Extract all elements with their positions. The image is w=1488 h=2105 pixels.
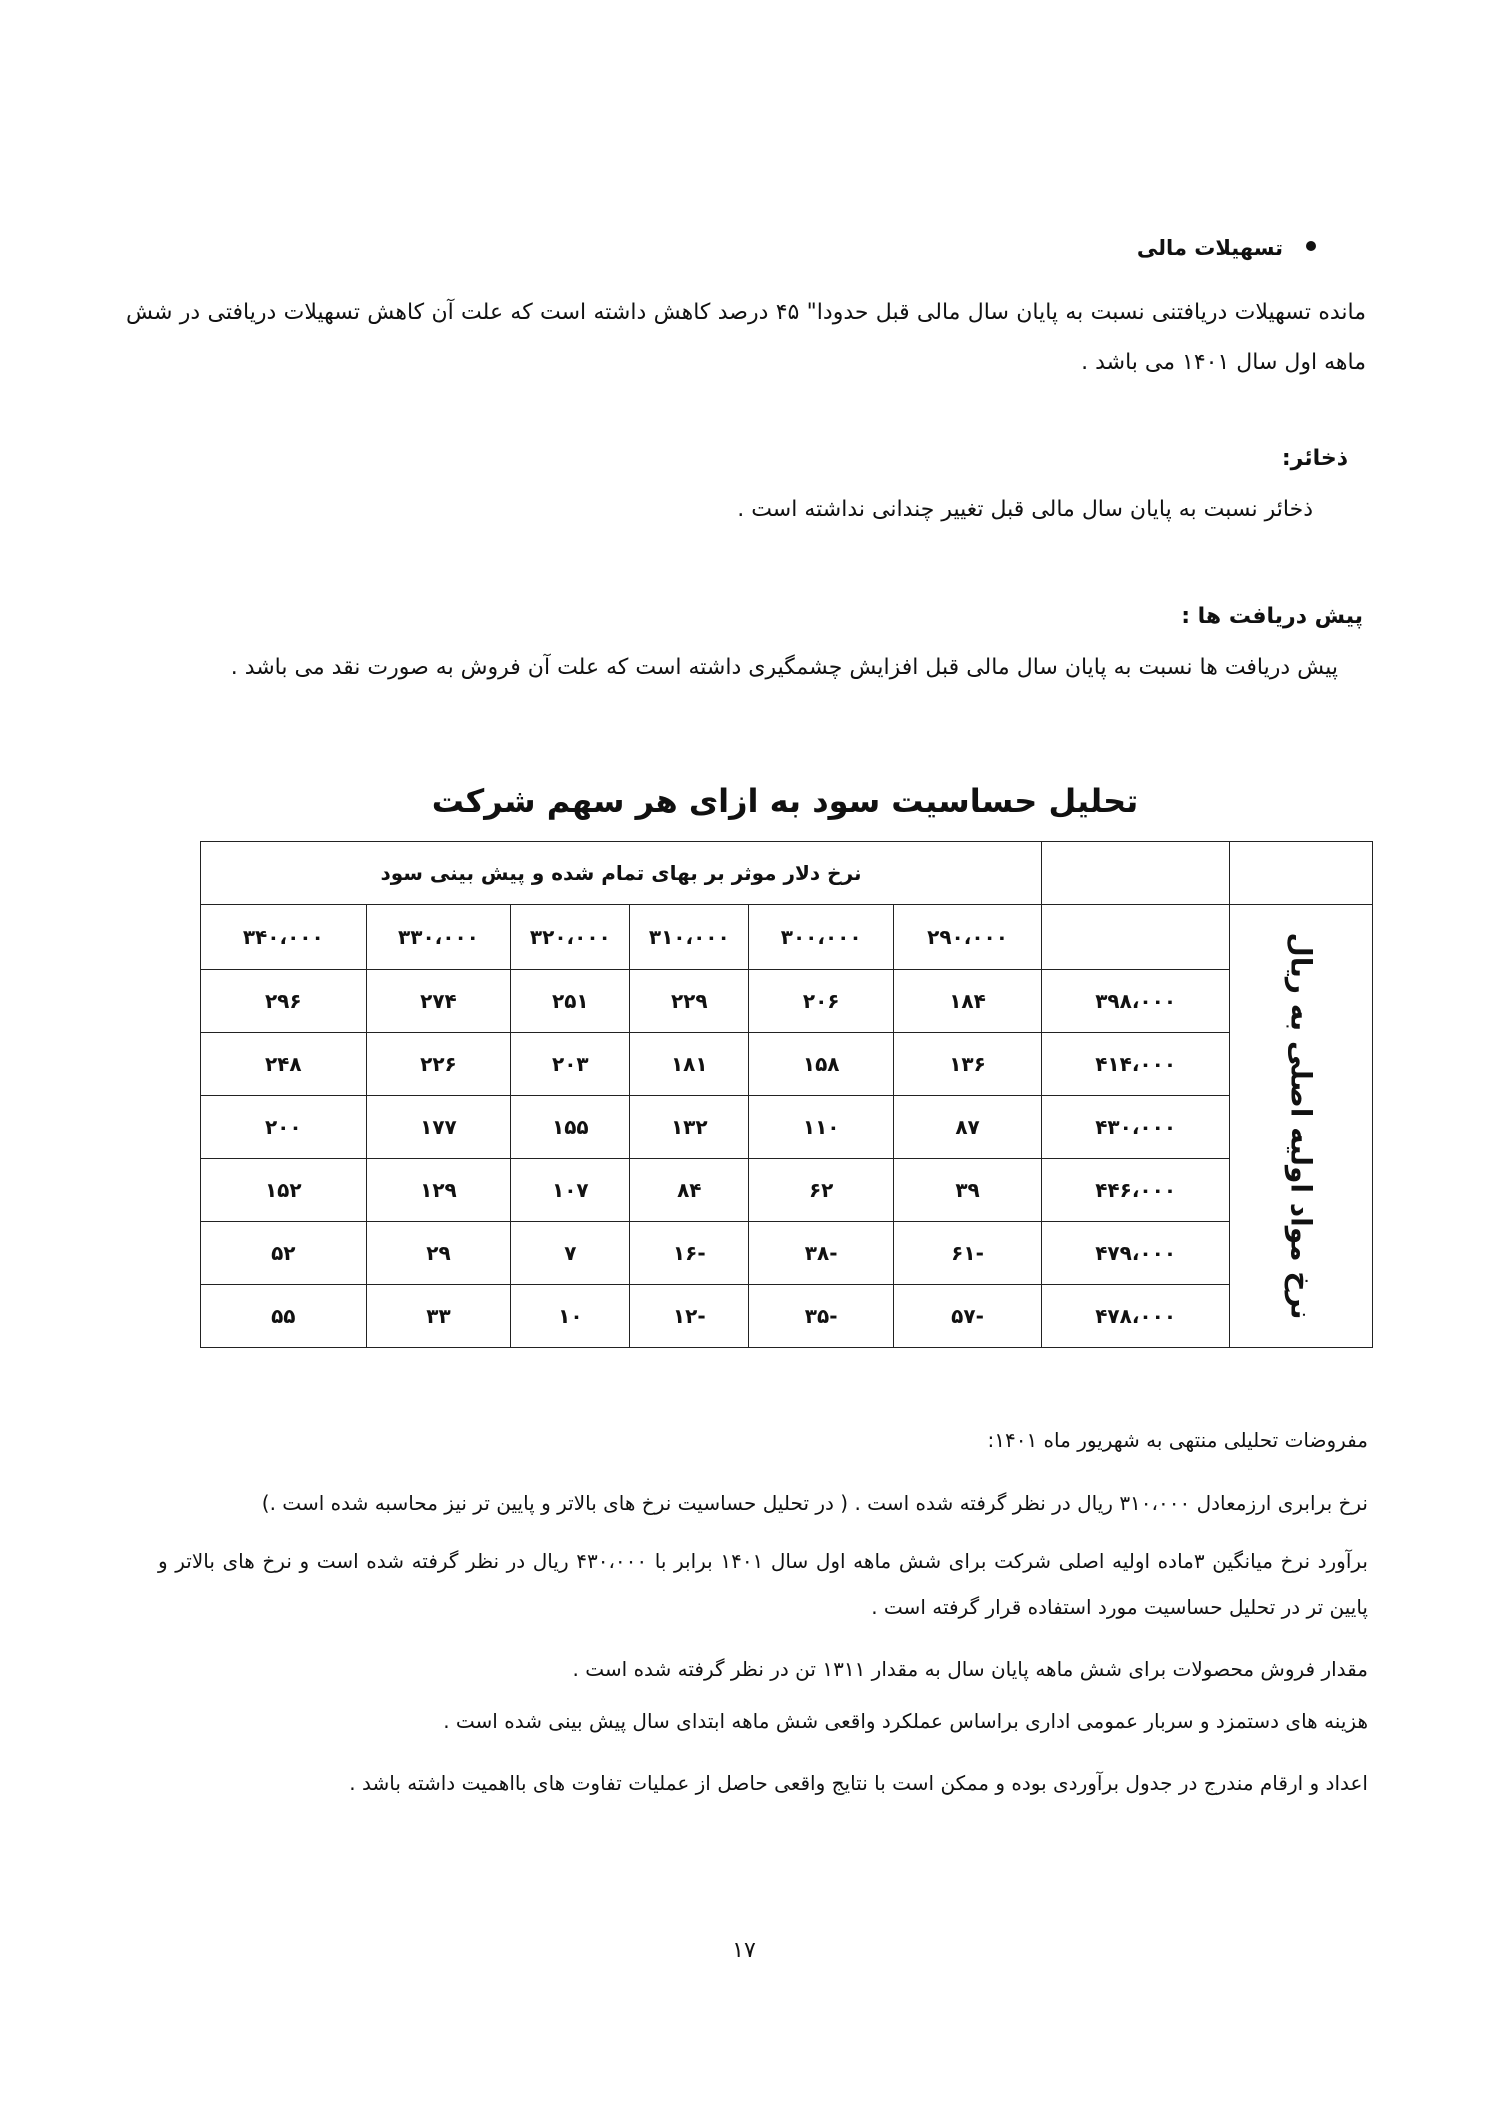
bullet-icon xyxy=(1306,241,1316,251)
table-cell: ۱۳۲ xyxy=(630,1096,749,1159)
facilities-heading: تسهیلات مالی xyxy=(1136,236,1283,260)
table-cell: ۳۳ xyxy=(366,1285,511,1348)
corner-cell xyxy=(1042,905,1230,970)
table-cell: ۱۲۹ xyxy=(366,1159,511,1222)
table-title: تحلیل حساسیت سود به ازای هر سهم شرکت xyxy=(431,782,1139,820)
table-cell: ۲۰۰ xyxy=(201,1096,367,1159)
facilities-paragraph: مانده تسهیلات دریافتنی نسبت به پایان سال مالی قبل حدودا" ۴۵ درصد کاهش داشته است که علت آن کاهش تسهیلات دریافتی در شش ماهه اول سال ۱۴۰۱ می باشد . xyxy=(126,300,1367,375)
column-group-label: نرخ دلار موثر بر بهای تمام شده و پیش بینی سود xyxy=(201,842,1042,905)
corner-cell xyxy=(1042,842,1230,905)
column-header: ۲۹۰،۰۰۰ xyxy=(894,905,1042,970)
table-cell: ۱۵۲ xyxy=(201,1159,367,1222)
reserves-heading: ذخائر: xyxy=(1281,446,1348,471)
table-cell: ۱۰ xyxy=(511,1285,630,1348)
table-row xyxy=(201,1096,1373,1159)
corner-cell xyxy=(1230,842,1373,905)
table-row xyxy=(201,1033,1373,1096)
row-header: ۳۹۸،۰۰۰ xyxy=(1042,970,1230,1033)
table-cell: ۲۹ xyxy=(366,1222,511,1285)
assumption-item: اعداد و ارقام مندرج در جدول برآوردی بوده و ممکن است با نتایج واقعی حاصل از عملیات تفاوت های بااهمیت داشته باشد . xyxy=(349,1771,1368,1795)
table-cell: ۲۲۶ xyxy=(366,1033,511,1096)
table-cell: ۱۳۶ xyxy=(894,1033,1042,1096)
table-cell: ۱۵۸ xyxy=(749,1033,894,1096)
row-header: ۴۷۸،۰۰۰ xyxy=(1042,1285,1230,1348)
table-cell: ۸۷ xyxy=(894,1096,1042,1159)
table-cell: ۲۴۸ xyxy=(201,1033,367,1096)
column-header: ۳۳۰،۰۰۰ xyxy=(366,905,511,970)
page-number: ۱۷ xyxy=(732,1938,756,1963)
assumption-item: برآورد نرخ میانگین ۳ماده اولیه اصلی شرکت برای شش ماهه اول سال ۱۴۰۱ برابر با ۴۳۰،۰۰۰ ریال در نظر گرفته شده است و نرخ های بالاتر و پایین تر در تحلیل حساسیت مورد استفاده قرار گرفته است . xyxy=(158,1549,1369,1619)
table-cell: ۲۹۶ xyxy=(201,970,367,1033)
table-cell: ۲۰۳ xyxy=(511,1033,630,1096)
table-cell: ۵۵ xyxy=(201,1285,367,1348)
table-cell: ۱۰۷ xyxy=(511,1159,630,1222)
table-header-row xyxy=(201,842,1373,905)
sensitivity-table xyxy=(200,841,1373,1348)
table-cell: ۳۹ xyxy=(894,1159,1042,1222)
table-row xyxy=(201,970,1373,1033)
prepayments-heading: پیش دریافت ها : xyxy=(1181,604,1363,629)
table-cell: ۱۸۱ xyxy=(630,1033,749,1096)
table-cell: ۲۲۹ xyxy=(630,970,749,1033)
assumption-item: نرخ برابری ارزمعادل ۳۱۰،۰۰۰ ریال در نظر گرفته شده است . ( در تحلیل حساسیت نرخ های بالاتر و پایین تر نیز محاسبه شده است .) xyxy=(261,1491,1368,1515)
column-header: ۳۲۰،۰۰۰ xyxy=(511,905,630,970)
table-cell: ۶۲ xyxy=(749,1159,894,1222)
table-row xyxy=(201,1222,1373,1285)
table-cell: ۷ xyxy=(511,1222,630,1285)
table-cell: ۱۱۰ xyxy=(749,1096,894,1159)
assumptions-heading: مفروضات تحلیلی منتهی به شهریور ماه ۱۴۰۱: xyxy=(987,1428,1368,1452)
column-header: ۳۰۰،۰۰۰ xyxy=(749,905,894,970)
prepayments-paragraph: پیش دریافت ها نسبت به پایان سال مالی قبل افزایش چشمگیری داشته است که علت آن فروش به صورت نقد می باشد . xyxy=(230,655,1338,680)
reserves-paragraph: ذخائر نسبت به پایان سال مالی قبل تغییر چندانی نداشته است . xyxy=(737,497,1313,522)
table-cell: ۸۴ xyxy=(630,1159,749,1222)
column-header: ۳۱۰،۰۰۰ xyxy=(630,905,749,970)
row-header: ۴۴۶،۰۰۰ xyxy=(1042,1159,1230,1222)
row-group-cell xyxy=(1230,905,1373,1348)
row-header: ۴۱۴،۰۰۰ xyxy=(1042,1033,1230,1096)
row-header: ۴۷۹،۰۰۰ xyxy=(1042,1222,1230,1285)
table-cell: -۱۲ xyxy=(630,1285,749,1348)
table-row xyxy=(201,1159,1373,1222)
table-cell: ۱۸۴ xyxy=(894,970,1042,1033)
table-cell: ۱۵۵ xyxy=(511,1096,630,1159)
table-cell: ۲۰۶ xyxy=(749,970,894,1033)
row-header: ۴۳۰،۰۰۰ xyxy=(1042,1096,1230,1159)
row-group-label: نرخ مواد اولیه اصلی به ریال xyxy=(1284,932,1318,1320)
table-cell: ۱۷۷ xyxy=(366,1096,511,1159)
table-cell: -۶۱ xyxy=(894,1222,1042,1285)
assumption-item: مقدار فروش محصولات برای شش ماهه پایان سال به مقدار ۱۳۱۱ تن در نظر گرفته شده است . xyxy=(572,1657,1368,1681)
table-cell: -۵۷ xyxy=(894,1285,1042,1348)
column-header: ۳۴۰،۰۰۰ xyxy=(201,905,367,970)
table-cell: -۳۵ xyxy=(749,1285,894,1348)
table-row xyxy=(201,1285,1373,1348)
table-cell: ۲۷۴ xyxy=(366,970,511,1033)
table-column-values-row xyxy=(201,905,1373,970)
table-cell: ۵۲ xyxy=(201,1222,367,1285)
table-cell: -۱۶ xyxy=(630,1222,749,1285)
table-cell: ۲۵۱ xyxy=(511,970,630,1033)
assumption-item: هزینه های دستمزد و سربار عمومی اداری براساس عملکرد واقعی شش ماهه ابتدای سال پیش بینی شده است . xyxy=(443,1709,1368,1733)
table-cell: -۳۸ xyxy=(749,1222,894,1285)
